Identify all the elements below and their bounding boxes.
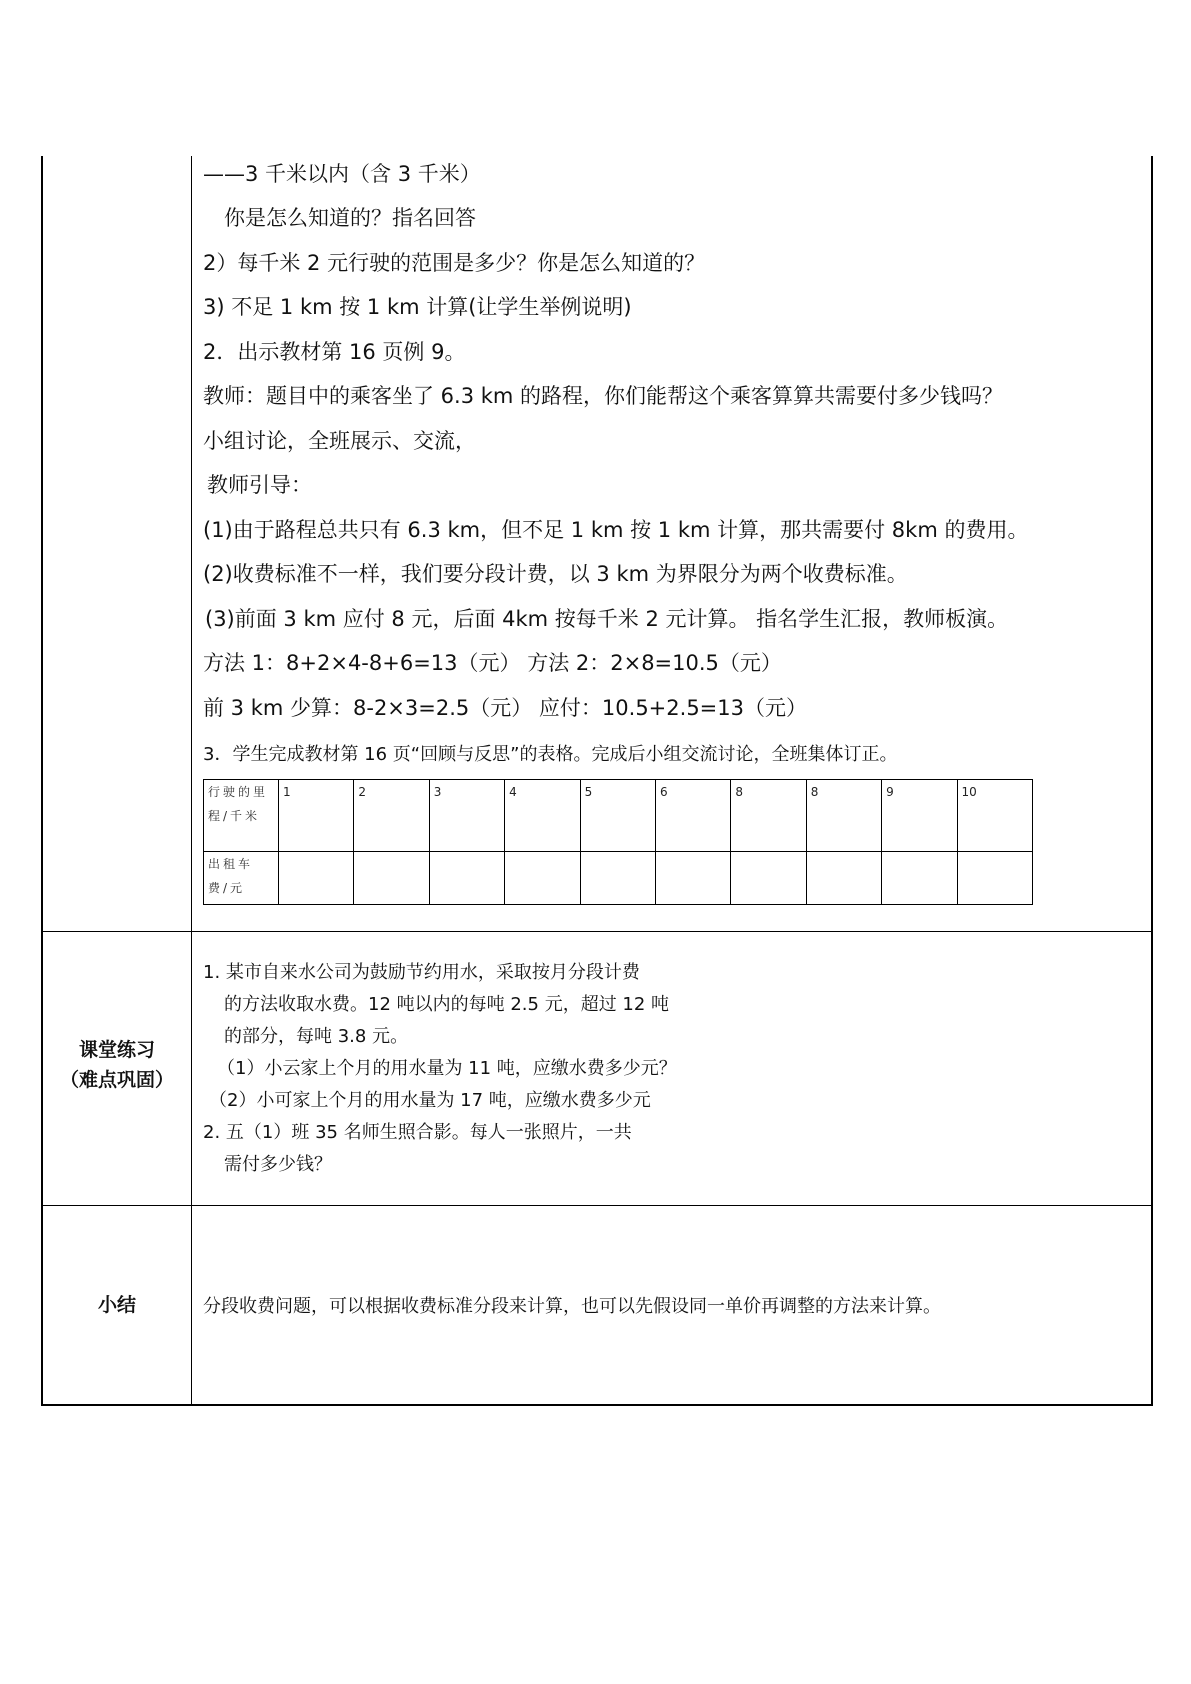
fare-table	[203, 779, 1033, 905]
process-line: (2)收费标准不一样，我们要分段计费，以 3 km 为界限分为两个收费标准。	[203, 562, 908, 586]
process-line: 前 3 km 少算：8-2×3=2.5（元） 应付：10.5+2.5=13（元）	[203, 696, 807, 720]
process-line: 3．学生完成教材第 16 页“回顾与反思”的表格。完成后小组交流讨论，全班集体订正。	[203, 744, 898, 765]
practice-line: 2. 五（1）班 35 名师生照合影。每人一张照片，一共	[203, 1122, 632, 1143]
table-cell: 1	[279, 780, 354, 852]
table-cell: 3	[429, 780, 504, 852]
table-cell: 4	[505, 780, 580, 852]
table-cell-empty	[731, 852, 806, 905]
process-line: (3)前面 3 km 应付 8 元，后面 4km 按每千米 2 元计算。 指名学生汇报，教师板演。	[205, 607, 1009, 631]
process-line: 2．出示教材第 16 页例 9。	[203, 340, 466, 364]
process-line: 教师：题目中的乘客坐了 6.3 km 的路程，你们能帮这个乘客算算共需要付多少钱吗？	[203, 384, 1004, 408]
table-cell-empty	[957, 852, 1032, 905]
column-divider	[191, 156, 192, 1406]
practice-line: 需付多少钱？	[224, 1154, 332, 1175]
table-header-distance: 行驶的里程/千米	[204, 780, 279, 852]
process-line: 教师引导：	[207, 473, 312, 497]
table-cell-empty	[882, 852, 957, 905]
table-header-fare: 出租车费/元	[204, 852, 279, 905]
table-cell: 6	[655, 780, 730, 852]
practice-line: （1）小云家上个月的用水量为 11 吨，应缴水费多少元？	[217, 1058, 677, 1079]
practice-label	[43, 1035, 191, 1095]
practice-line: 的方法收取水费。12 吨以内的每吨 2.5 元，超过 12 吨	[224, 994, 670, 1015]
table-cell: 2	[354, 780, 429, 852]
table-cell: 9	[882, 780, 957, 852]
table-cell: 10	[957, 780, 1032, 852]
table-cell-empty	[580, 852, 655, 905]
table-cell-empty	[655, 852, 730, 905]
row-divider-1	[41, 931, 1153, 932]
practice-line: 的部分，每吨 3.8 元。	[224, 1026, 409, 1047]
practice-line: 1. 某市自来水公司为鼓励节约用水，采取按月分段计费	[203, 962, 640, 983]
table-cell: 8	[806, 780, 881, 852]
table-cell-empty	[429, 852, 504, 905]
table-cell-empty	[354, 852, 429, 905]
process-line: (1)由于路程总共只有 6.3 km，但不足 1 km 按 1 km 计算，那共需要付 8km 的费用。	[203, 518, 1029, 542]
table-row	[204, 852, 1033, 905]
practice-label-line2: （难点巩固）	[59, 1069, 174, 1091]
table-cell-empty	[806, 852, 881, 905]
summary-label: 小结	[97, 1294, 136, 1316]
process-line: ——3 千米以内（含 3 千米）	[203, 162, 481, 186]
table-cell-empty	[279, 852, 354, 905]
practice-label-line1: 课堂练习	[78, 1039, 155, 1061]
process-line: 你是怎么知道的？指名回答	[224, 206, 476, 230]
row-divider-2	[41, 1205, 1153, 1206]
process-line: 2）每千米 2 元行驶的范围是多少？你是怎么知道的？	[203, 251, 706, 275]
table-cell-empty	[505, 852, 580, 905]
process-line: 小组讨论，全班展示、交流，	[203, 429, 476, 453]
table-row	[204, 780, 1033, 852]
table-cell: 5	[580, 780, 655, 852]
process-line: 方法 1：8+2×4-8+6=13（元） 方法 2：2×8=10.5（元）	[203, 651, 782, 675]
table-cell: 8	[731, 780, 806, 852]
summary-text: 分段收费问题，可以根据收费标准分段来计算，也可以先假设同一单价再调整的方法来计算。	[203, 1296, 941, 1317]
process-line: 3) 不足 1 km 按 1 km 计算(让学生举例说明)	[203, 295, 632, 319]
practice-line: （2）小可家上个月的用水量为 17 吨，应缴水费多少元	[209, 1090, 651, 1111]
